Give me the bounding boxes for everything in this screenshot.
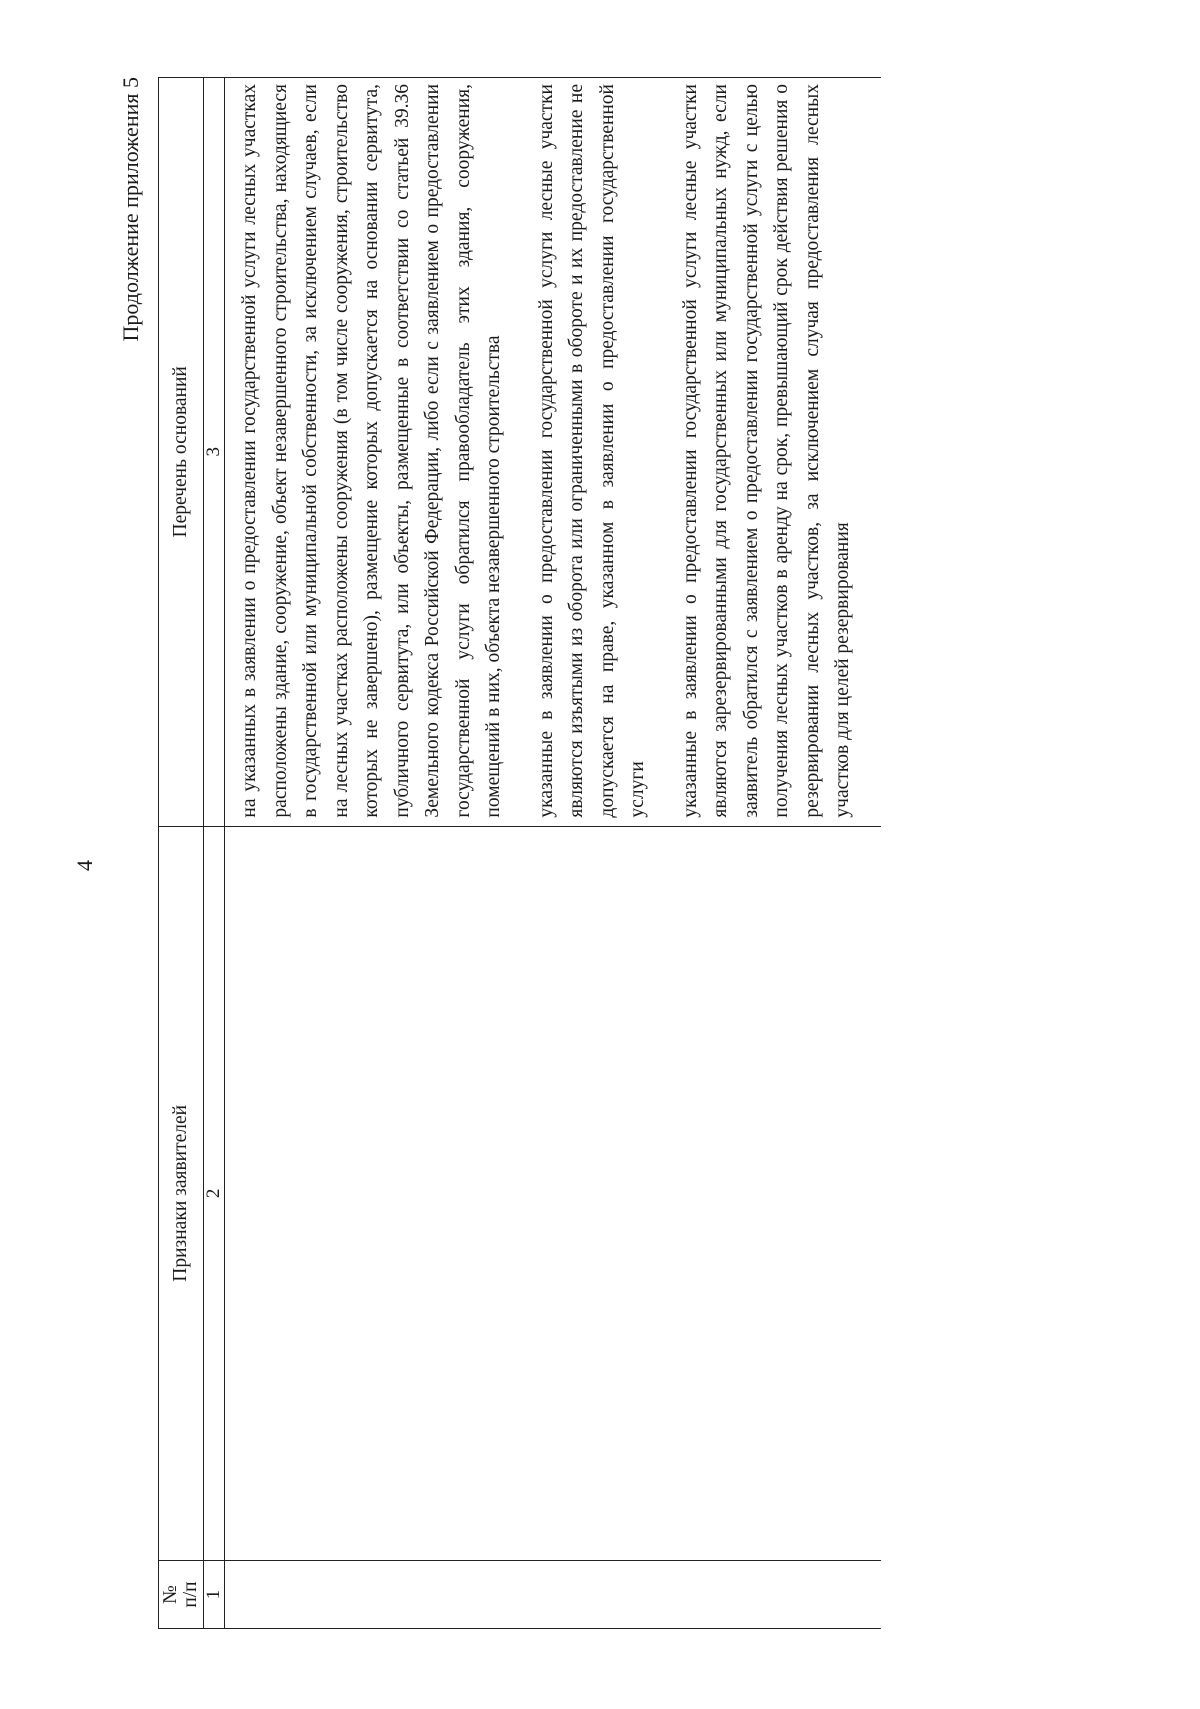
column-number-row xyxy=(204,78,225,1629)
column-number: 1 xyxy=(204,1561,225,1629)
table-header-row xyxy=(159,78,204,1629)
row-number-cell xyxy=(225,1561,881,1629)
header-grounds-list: Перечень оснований xyxy=(159,78,204,827)
column-number: 3 xyxy=(204,78,225,827)
header-number-line1: № xyxy=(159,1585,181,1604)
applicant-signs-cell xyxy=(225,826,881,1560)
column-number: 2 xyxy=(204,826,225,1560)
continuation-label: Продолжение приложения 5 xyxy=(118,77,143,342)
header-number xyxy=(159,1561,204,1629)
table-row xyxy=(225,78,881,1629)
ground-item: указанные в заявлении о предоставлении государственной услуги лесные участки являются изъятыми из оборота или ограниченными в обороте и их предоставление не допускается на праве, указанном в заявлении о предоставлении государственной услуги xyxy=(535,84,648,818)
ground-item: на указанных в заявлении о предоставлении государственной услуги лесных участках расположены здание, сооружение, объект незавершенного строительства, находящиеся в государственной или муниципальной собственности, за исключением случаев, если на лесных участках расположены сооружения (в том числе сооружения, строительство которых не завершено), размещение которых допускается на основании сервитута, публичного сервитута, или объекты, размещенные в соответствии со статьей 39.36 Земельного кодекса Российской Федерации, либо если с заявлением о предоставлении государственной услуги обратился правообладатель этих здания, сооружения, помещений в них, объекта незавершенного строительства xyxy=(239,84,504,818)
page-number: 4 xyxy=(72,860,97,871)
ground-item: указанные в заявлении о предоставлении государственной услуги лесные участки являются зарезервированными для государственных или муниципальных нужд, если заявитель обратился с заявлением о предоставлении государственной услуги с целью получения лесных участков в аренду на срок, превышающий срок действия решения о резервировании лесных участков, за исключением случая предоставления лесных участков для целей резервирования xyxy=(679,84,853,818)
grounds-cell xyxy=(225,78,881,827)
header-number-line2: п/п xyxy=(180,1581,201,1608)
grounds-table xyxy=(158,77,881,1629)
header-applicant-signs: Признаки заявителей xyxy=(159,826,204,1560)
